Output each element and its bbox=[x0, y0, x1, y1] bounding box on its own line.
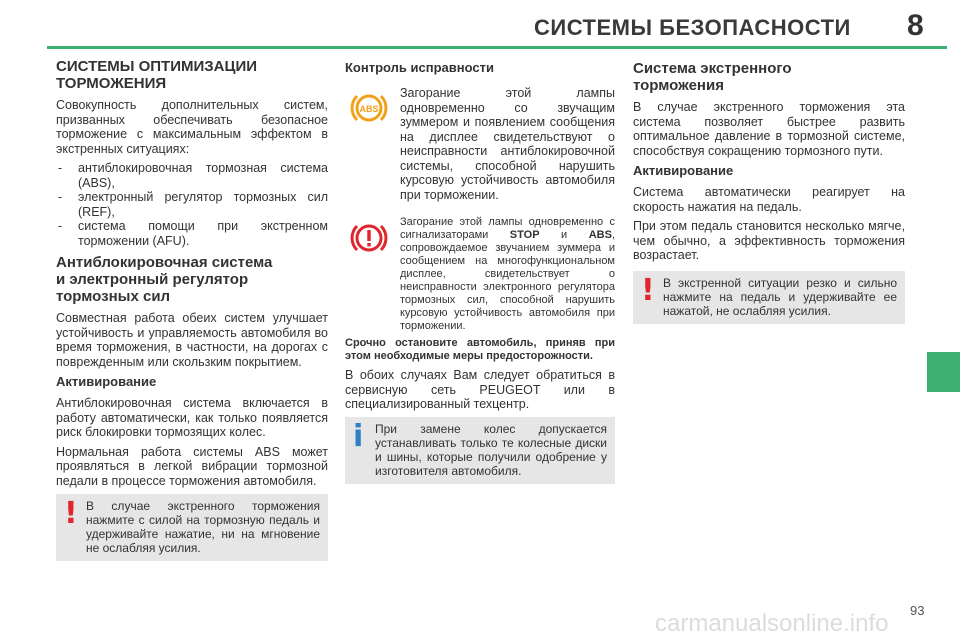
abs-lamp-label: ABS bbox=[359, 104, 379, 114]
activation-paragraph: Антиблокировочная система включается в работу автоматически, как только появляется риск блокировки тормозящих колес. bbox=[56, 396, 328, 439]
emergency-paragraph: В случае экстренного торможения эта система позволяет быстрее развить оптимальное давление в тормозной системе, способствуя сокращению тормозного пути. bbox=[633, 100, 905, 158]
stop-lamp-paragraph: Загорание этой лампы одновременно с сигнализаторами STOP и ABS, сопровождаемое звучанием зуммера и сообщением на многофункциональном дисплее, свидетельствует о неисправности электронного регулятора тормозных сил, способной нарушить курсовую устойчивость автомобиля при торможении. bbox=[400, 216, 615, 332]
stop-label: STOP bbox=[509, 229, 540, 241]
brake-warning-lamp-icon bbox=[349, 218, 389, 258]
warning-icon: ! bbox=[64, 496, 78, 531]
column-emergency-braking bbox=[633, 60, 905, 324]
abs-lamp-paragraph: Загорание этой лампы одновременно со звучащим зуммером и появлением сообщения на дисплее свидетельствуют о неисправности антиблокировочной системы, способной нарушить курсовую устойчивость автомобиля при торможении. bbox=[400, 86, 615, 202]
stop-bold-instruction: Срочно остановите автомобиль, приняв при этом необходимые меры предосторожности. bbox=[345, 337, 615, 362]
list-item: - система помощи при экстренном торможении (AFU). bbox=[58, 219, 328, 248]
activation-heading: Активирование bbox=[56, 374, 157, 389]
reaction-paragraph: Система автоматически реагирует на скорость нажатия на педаль. bbox=[633, 185, 905, 214]
service-paragraph: В обоих случаях Вам следует обратиться в сервисную сеть PEUGEOT или в специализированный техцентр. bbox=[345, 368, 615, 411]
page-header-title: СИСТЕМЫ БЕЗОПАСНОСТИ bbox=[534, 15, 851, 40]
chapter-number: 8 bbox=[907, 9, 924, 42]
section-title-function-check: Контроль исправности bbox=[345, 60, 494, 75]
abs-lamp-block bbox=[345, 86, 615, 202]
abs-vibration-paragraph: Нормальная работа системы ABS может проявляться в легкой вибрации тормозной педали в процессе торможения автомобиля. bbox=[56, 444, 328, 488]
section-title-braking-systems: СИСТЕМЫ ОПТИМИЗАЦИИ ТОРМОЖЕНИЯ bbox=[56, 58, 258, 92]
intro-paragraph: Совокупность дополнительных систем, призванных обеспечивать безопасное торможение с максимальным эффектом в экстренных ситуациях: bbox=[56, 98, 328, 156]
warning-icon: ! bbox=[641, 272, 655, 308]
abs-warning-lamp-icon bbox=[349, 88, 389, 128]
info-notice: i При замене колес допускается устанавливать только те колесные диски и шины, которые получили одобрение у изготовителя автомобиля. bbox=[345, 417, 615, 484]
warning-notice: ! В экстренной ситуации резко и сильно нажмите на педаль и удерживайте ее нажатой, не ослабляя усилия. bbox=[633, 271, 905, 324]
header-divider bbox=[47, 46, 947, 49]
info-icon: i bbox=[353, 418, 364, 454]
list-item: - электронный регулятор тормозных сил (REF), bbox=[58, 190, 328, 219]
chapter-tab-marker bbox=[927, 352, 960, 392]
abs-label: ABS bbox=[588, 229, 612, 241]
section-title-abs: Антиблокировочная система и электронный регулятор тормозных сил bbox=[56, 254, 273, 305]
list-item: - антиблокировочная тормозная система (ABS), bbox=[58, 161, 328, 190]
warning-notice: ! В случае экстренного торможения нажмите с силой на тормозную педаль и удерживайте нажатие, ни на мгновение не ослабляя усилия. bbox=[56, 494, 328, 561]
activation-heading: Активирование bbox=[633, 163, 734, 178]
abs-paragraph: Совместная работа обеих систем улучшает устойчивость и управляемость автомобиля во время торможения, в частности, на дорогах с поврежденным или скользким покрытием. bbox=[56, 311, 328, 369]
systems-list bbox=[56, 161, 328, 248]
column-function-check bbox=[345, 60, 615, 484]
stop-lamp-block bbox=[345, 216, 615, 363]
watermark-text: carmanualsonline.info bbox=[655, 610, 889, 637]
column-braking-optimization bbox=[56, 58, 328, 561]
page-number: 93 bbox=[910, 603, 925, 618]
section-title-emergency-braking: Система экстренного торможения bbox=[633, 60, 792, 94]
pedal-paragraph: При этом педаль становится несколько мягче, чем обычно, а эффективность торможения возрастает. bbox=[633, 219, 905, 262]
